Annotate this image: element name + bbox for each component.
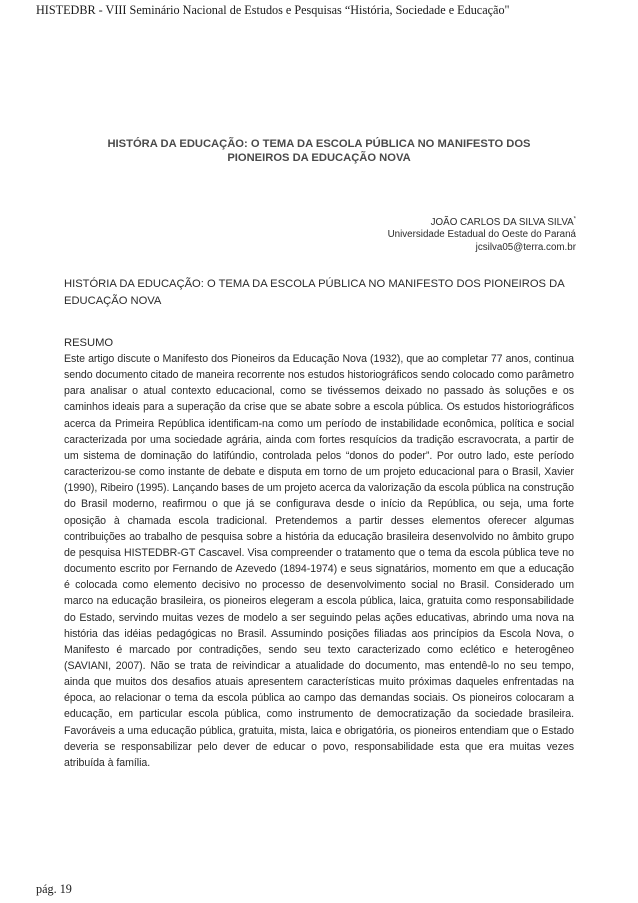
paper-title bbox=[64, 137, 574, 165]
running-header: HISTEDBR - VIII Seminário Nacional de Estudos e Pesquisas “História, Sociedade e Educação" bbox=[36, 3, 510, 17]
author-affiliation: Universidade Estadual do Oeste do Paraná bbox=[387, 229, 576, 241]
author-name-line bbox=[300, 217, 576, 229]
paper-title-line-1: HISTÓRA DA EDUCAÇÃO: O TEMA DA ESCOLA PÚBLICA NO MANIFESTO DOS bbox=[107, 138, 531, 150]
abstract-text: Este artigo discute o Manifesto dos Pioneiros da Educação Nova (1932), que ao completar 77 anos, continua sendo documento citado de maneira recorrente nos estudos historiográficos sendo colocado como parâmetro para analisar o atual contexto educacional, como se tivéssemos deixado no passado às soluções e os caminhos ideais para a superação da crise que se abate sobre a escola pública. Os estudos historiográficos acerca da Primeira República identificam-na como um período de instabilidade econômica, política e social caracterizada por uma sociedade agrária, ainda com fortes resquícios da tradição escravocrata, a partir de um sistema de dominação do latifúndio, controlada pelos “donos do poder”. Por outro lado, este período caracterizou-se como instante de debate e disputa em torno de um projeto educacional para o Brasil, Xavier (1990), Ribeiro (1995). Lançando bases de um projeto acerca da valorização da escola pública na construção do Brasil moderno, reafirmou o que já se configurava desde o início da República, ou seja, uma forte oposição à chamada escola tradicional. Pretendemos a partir desses elementos oferecer algumas contribuições ao trabalho de pesquisa sobre a história da educação brasileira desenvolvido no âmbito grupo de pesquisa HISTEDBR-GT Cascavel. Visa compreender o tratamento que o tema da escola pública teve no documento escrito por Fernando de Azevedo (1894-1974) e seus signatários, momento em que a educação é colocada como elemento decisivo no processo de desenvolvimento social no Brasil. Considerado um marco na educação brasileira, os pioneiros elegeram a escola pública, laica, gratuita como responsabilidade do Estado, servindo muitas vezes de modelo a ser seguindo pelas ações educativas, abrindo uma nova na história das idéias pedagógicas no Brasil. Assumindo posições filiadas aos princípios da Escola Nova, o Manifesto é marcado por contradições, sendo seu texto caracterizado como eclético e heterogêneo (SAVIANI, 2007). Não se trata de reivindicar a atualidade do documento, mas entendê-lo no seu tempo, ainda que muitos dos desafios atuais apresentem características muito próximas daqueles enfrentadas na época, ao relacionar o tema da escola pública ao campo das demandas sociais. Os pioneiros colocaram a educação, em particular escola pública, como instrumento de democratização da sociedade brasileira. Favoráveis a uma educação pública, gratuita, mista, laica e obrigatória, os pioneiros entendiam que o Estado deveria se responsabilizar pelo dever de educar o povo, responsabilidade esta que era muitas vezes atribuída à família. bbox=[64, 353, 574, 769]
page-number: pág. 19 bbox=[36, 882, 72, 896]
abstract-heading: RESUMO bbox=[64, 337, 114, 349]
section-title: HISTÓRIA DA EDUCAÇÃO: O TEMA DA ESCOLA PÚBLICA NO MANIFESTO DOS PIONEIROS DA EDUCAÇÃO NOVA bbox=[64, 278, 565, 308]
author-footnote-marker: * bbox=[573, 216, 576, 223]
author-name: JOÃO CARLOS DA SILVA SILVA bbox=[430, 217, 574, 228]
author-block bbox=[300, 217, 576, 254]
paper-title-line-2: PIONEIROS DA EDUCAÇÃO NOVA bbox=[227, 152, 411, 164]
author-email: jcsilva05@terra.com.br bbox=[475, 241, 576, 253]
